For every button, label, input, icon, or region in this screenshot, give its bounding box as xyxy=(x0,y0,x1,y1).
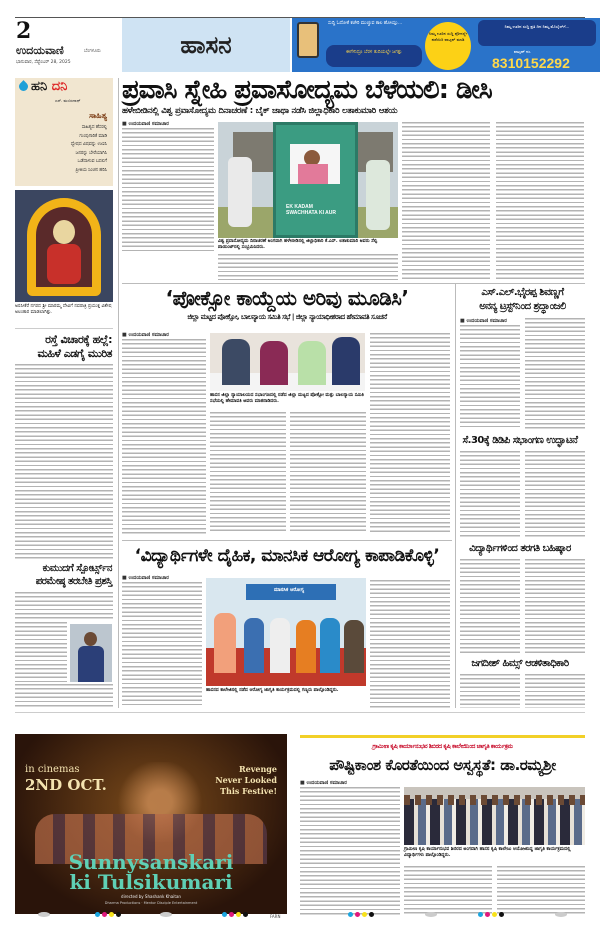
ddpi-headline: ಸೆ.30ಕ್ಕೆ ಡಿಡಿಪಿ ಸಭಾಂಗಣ ಉದ್ಘಾಟನೆ xyxy=(462,435,578,446)
kumuda-photo xyxy=(70,624,112,682)
ad-line2: ಈಗೇನಿದ್ರೂ ಬೆರಳ ತುದಿಯಲ್ಲೇ ಜಗತ್ತು xyxy=(326,45,422,67)
movie-title-line1: Sunnysanskari xyxy=(68,850,234,874)
bhyrappa-headline-1: ಎಸ್.ಎಲ್.ಭೈರಪ್ಪ ಶಿವಣ್ಣಗೆ xyxy=(481,287,564,298)
poem-line: ದ್ವೇಷದ ವಿಷವನ್ನು ಉಣಿಸಿ xyxy=(70,142,107,147)
lead-photo xyxy=(218,122,398,238)
bhyrappa-body-col1 xyxy=(460,325,520,430)
movie-title-line2: ki Tulsikumari xyxy=(69,870,233,894)
nutrition-photo xyxy=(404,787,585,845)
pocso-body-col1 xyxy=(122,339,206,534)
ddpi-body-col2 xyxy=(525,451,585,539)
pocso-byline: ■ ಉದಯವಾಣಿ ಸಮಾಚಾರ xyxy=(122,332,169,338)
kumuda-body xyxy=(15,592,113,620)
lead-headline: ಪ್ರವಾಸಿ ಸ್ನೇಹಿ ಪ್ರವಾಸೋದ್ಯಮ ಬೆಳೆಯಲಿ: ಡೀಸಿ xyxy=(122,75,492,105)
boycott-headline: ವಿದ್ಯಾರ್ಥಿಗಳಿಂದ ತರಗತಿ ಬಹಿಷ್ಕಾರ xyxy=(469,543,571,554)
kumuda-headline-2: ಪರಮೇಷ್ಠ ತರಬೇತಿ ಪ್ರಶಸ್ತಿ xyxy=(35,576,112,587)
poem-title: ಸಾಹಿತ್ಯ xyxy=(89,111,107,120)
lead-banner-text: EK KADAM SWACHHATA KI AUR xyxy=(286,204,336,216)
ad-line1: ಸುದ್ದಿ ಓದೋಕೆ ಕಚೇರಿ ಮುಚ್ಚುವ ಕಾಲ ಹೋಯ್ತು... xyxy=(328,21,403,26)
movie-tagline-line1: Revenge xyxy=(239,764,277,774)
color-registration-marks xyxy=(348,912,374,917)
students-body-col2 xyxy=(370,580,450,708)
date: ಭಾನುವಾರ, ಸೆಪ್ಟೆಂಬರ್ 28, 2025 xyxy=(16,60,71,65)
movie-tagline xyxy=(215,764,277,797)
ad-right-small: ವಾಟ್ಸಪ್ ನಂ. xyxy=(514,49,532,54)
boycott-body-col1 xyxy=(460,559,520,655)
yellow-rule xyxy=(300,735,585,738)
phone-icon xyxy=(297,22,319,58)
nutrition-body-col2 xyxy=(404,866,492,915)
nutrition-byline: ■ ಉದಯವಾಣಿ ಸಮಾಚಾರ xyxy=(300,780,347,786)
poem-line: ಒಡೆದಾಳುವ ಬದಲಿಗೆ xyxy=(77,159,107,164)
kumuda-headline-1: ಕುಮುದಗೆ ಸ್ಪೋರ್ಟ್ಸ್‌ನ xyxy=(42,563,112,574)
students-byline: ■ ಉದಯವಾಣಿ ಸಮಾಚಾರ xyxy=(122,575,169,581)
ad-circle: ನಿಮ್ಮ ಊರಿನ ಸುದ್ದಿ ಫೋನಲ್ಲೇ ಪಡೆಯಿರಿ ವಾಟ್ಸಪ್ ಮಾಡಿ xyxy=(425,22,471,70)
movie-release-line1: in cinemas xyxy=(25,764,80,775)
pocso-body-col3 xyxy=(290,412,366,534)
poem-line: ಗುಂಪುಗಾರಿಕೆ ಮಾಡಿ xyxy=(79,133,107,139)
poem-lines xyxy=(71,124,107,175)
section-band xyxy=(122,18,290,72)
nutrition-caption: ಗ್ರಾಮೀಣ ಕೃಷಿ ಕಾರ್ಯಾನುಭವ ಶಿಬಿರದ ಅಂಗವಾಗಿ ಹಾಸನ ಕೃಷಿ ಕಾಲೇಜು ಆಯೋಜಿಸಿದ್ದ ಜಾಗೃತಿ ಕಾರ್ಯಕ್ರಮದಲ್ಲಿ ವಿದ್ಯಾರ್ಥಿಗಳು ಪಾಲ್ಗೊಂಡಿದ್ದರು. xyxy=(404,847,571,858)
assault-headline-2: ಮಹಿಳೆ ಎಡಗೈ ಮುರಿತ xyxy=(37,347,112,360)
movie-tagline-line2: Never Looked xyxy=(215,775,277,785)
students-photo xyxy=(206,578,366,686)
jagadish-body-col1 xyxy=(460,674,520,708)
section-title: ಹಾಸನ xyxy=(180,31,232,59)
students-banner-text: ಮಾನಸಿಕ ಆರೋಗ್ಯ xyxy=(274,587,305,593)
edition-tag: ಬೆಂಗಳೂರು xyxy=(84,49,101,54)
pocso-caption: ಹಾಸನ ಜಿಲ್ಲಾ ನ್ಯಾಯಾಲಯದ ಸಭಾಂಗಣದಲ್ಲಿ ನಡೆದ ಜಿಲ್ಲಾ ಮಟ್ಟದ ಪೋಕ್ಸೋ ಮತ್ತು ಬಾಲನ್ಯಾಯ ಸಮಿತಿ ಸಭೆಯಲ್ಲಿ ಹೇಮಾವತಿ ಅವರು ಮಾತನಾಡಿದರು. xyxy=(210,393,364,404)
movie-director: directed by Shashank Khaitan xyxy=(121,894,181,899)
hani-title: ಹನಿ xyxy=(31,79,48,94)
jagadish-headline: ಜಗದೀಶ್ ಹಿಮ್ಸ್ ಆಡಳಿತಾಧಿಕಾರಿ xyxy=(471,658,569,669)
nutrition-body-col3 xyxy=(497,866,585,915)
temple-photo xyxy=(15,190,113,302)
poem-line: ಸಾಹಿತ್ಯದ ಹೆಸರಲ್ಲಿ xyxy=(81,125,107,130)
ad-right: ನಿಮ್ಮ ಊರಿನ ಸುದ್ದಿ ಪ್ರತಿ ದಿನ ನಿಮ್ಮ ಮೊಬೈಲ್‌ಗೆ... xyxy=(478,20,596,46)
movie-title xyxy=(15,852,287,892)
students-headline: ‘ವಿದ್ಯಾರ್ಥಿಗಳೇ ದೈಹಿಕ, ಮಾನಸಿಕ ಆರೋಗ್ಯ ಕಾಪಾಡಿಕೊಳ್ಳಿ’ xyxy=(134,546,440,566)
nutrition-headline: ಪೌಷ್ಟಿಕಾಂಶ ಕೊರತೆಯಿಂದ ಅಸ್ವಸ್ಥತೆ: ಡಾ.ರಮ್ಯಶ್ರೀ xyxy=(329,756,556,774)
students-caption: ಹಾಸನದ ಕಾಲೇಜಿನಲ್ಲಿ ನಡೆದ ಆರೋಗ್ಯ ಜಾಗೃತಿ ಕಾರ್ಯಕ್ರಮದಲ್ಲಿ ಗಣ್ಯರು ಪಾಲ್ಗೊಂಡಿದ್ದರು. xyxy=(206,688,339,693)
poem-line: ಪ್ರೀತಿಯ ಸಿಂಚನ ಹರಿಸಿ xyxy=(75,167,107,173)
ad-phone: 8310152292 xyxy=(492,55,570,71)
bhyrappa-headline-2: ಅನನ್ಯ ಟ್ರಸ್ಟ್‌ನಿಂದ ಶ್ರದ್ಧಾಂಜಲಿ xyxy=(479,301,566,312)
lead-body-col4 xyxy=(496,122,584,280)
dani-title: ದನಿ xyxy=(51,79,68,94)
kumuda-body-3 xyxy=(15,684,113,708)
students-body-col1 xyxy=(122,582,202,708)
pocso-body-col4 xyxy=(370,333,450,534)
assault-body xyxy=(15,364,113,560)
kumuda-body-2 xyxy=(15,622,67,682)
page-number: 2 xyxy=(16,18,32,44)
lead-body-col1 xyxy=(122,128,214,253)
drop-icon xyxy=(17,80,30,93)
movie-credits: Dharma Productions · Mentor Disciple Entertainment xyxy=(104,901,198,905)
bhyrappa-body-col2 xyxy=(525,318,585,430)
boycott-body-col2 xyxy=(525,559,585,655)
ddpi-body-col1 xyxy=(460,451,520,539)
pocso-subhead: ಜಿಲ್ಲಾ ಮಟ್ಟದ ಪೋಕ್ಸೋ, ಬಾಲನ್ಯಾಯ ಸಮಿತಿ ಸಭೆ | ಜಿಲ್ಲಾ ನ್ಯಾಯಾಧೀಶರಾದ ಹೇಮಾವತಿ ಸೂಚನೆ xyxy=(187,313,387,321)
movie-release-line2: 2ND OCT. xyxy=(25,776,107,794)
movie-ad[interactable] xyxy=(15,734,287,914)
registration-oval xyxy=(555,912,567,917)
pocso-photo xyxy=(210,333,365,391)
registration-oval xyxy=(38,912,50,917)
lead-body-col3 xyxy=(402,122,490,280)
pocso-body-col2 xyxy=(210,412,286,534)
column-divider xyxy=(118,78,119,708)
temple-caption: ಅರಸೀಕೆರೆ ನಗರದ ಶ್ರೀ ಮಾರಮ್ಮ ದೇವಿಗೆ ನವರಾತ್ರಿ ಪ್ರಯುಕ್ತ ವಿಶೇಷ ಅಲಂಕಾರ ಮಾಡಲಾಗಿತ್ತು. xyxy=(15,304,112,315)
paper-name: ಉದಯವಾಣಿ xyxy=(16,44,64,57)
lead-caption: ವಿಶ್ವ ಪ್ರವಾಸೋದ್ಯಮ ದಿನಾಚರಣೆ ಅಂಗವಾಗಿ ಹಳೇಬೀಡಿನಲ್ಲಿ ಜಿಲ್ಲಾಧಿಕಾರಿ ಕೆ.ಎಸ್. ಲತಾಕುಮಾರಿ ಅವರು ಸೆಲ್ಫಿ ಪಾಯಿಂಟ್‌ನಲ್ಲಿ ಸಂಭ್ರಮಿಸಿದರು. xyxy=(218,239,378,250)
pocso-headline: ‘ಪೋಕ್ಸೋ ಕಾಯ್ದೆಯ ಅರಿವು ಮೂಡಿಸಿ’ xyxy=(165,286,409,310)
hani-dani-box xyxy=(15,78,113,186)
assault-headline-1: ರಸ್ತೆ ವಿಚಾರಕ್ಕೆ ಹಲ್ಲೆ: xyxy=(45,333,112,346)
lead-body-col2 xyxy=(218,254,398,280)
poem-line: ಜನರನ್ನು ಬೇರೆಯಾಗಿಸಿ xyxy=(75,150,107,156)
bhyrappa-byline: ■ ಉದಯವಾಣಿ ಸಮಾಚಾರ xyxy=(460,318,507,324)
lead-byline: ■ ಉದಯವಾಣಿ ಸಮಾಚಾರ xyxy=(122,121,169,127)
lead-subhead: ಹಳೇಬೀಡಿನಲ್ಲಿ ವಿಶ್ವ ಪ್ರವಾಸೋದ್ಯಮ ದಿನಾಚರಣೆ : ಬೈಕ್ ಜಾಥಾ ನಡೆಸಿ ಜಿಲ್ಲಾಧಿಕಾರಿ ಲತಾಕುಮಾರಿ ಆಶಯ xyxy=(122,106,398,116)
ad-code: FARN xyxy=(270,914,281,919)
color-registration-marks xyxy=(95,912,121,917)
nutrition-body-col1 xyxy=(300,787,400,915)
registration-oval xyxy=(425,912,437,917)
nutrition-kicker: ಗ್ರಾಮೀಣ ಕೃಷಿ ಕಾರ್ಯಾನುಭವ ಶಿಬಿರದ ಕೃಷಿ ಕಾಲೇಜಿನಿಂದ ಜಾಗೃತಿ ಕಾರ್ಯಕ್ರಮ xyxy=(372,743,513,750)
color-registration-marks xyxy=(478,912,504,917)
color-registration-marks xyxy=(222,912,248,917)
column-author: ಎಸ್. ಮಂಜುನಾಥ್ xyxy=(55,98,81,103)
top-ad[interactable] xyxy=(292,18,600,72)
movie-tagline-line3: This Festive! xyxy=(220,786,277,796)
jagadish-body-col2 xyxy=(525,674,585,708)
registration-oval xyxy=(160,912,172,917)
